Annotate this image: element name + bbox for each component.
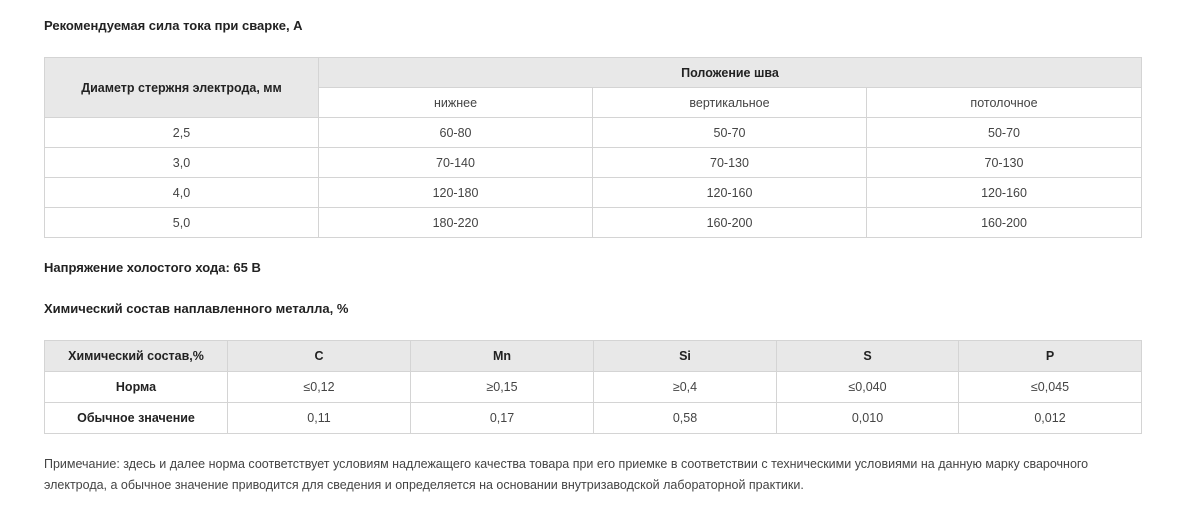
- diameter-cell: 5,0: [45, 208, 319, 238]
- position-vertical: вертикальное: [593, 88, 867, 118]
- current-cell: 70-130: [867, 148, 1142, 178]
- current-cell: 50-70: [593, 118, 867, 148]
- current-cell: 120-160: [593, 178, 867, 208]
- row-label-norm: Норма: [45, 372, 228, 403]
- diameter-cell: 2,5: [45, 118, 319, 148]
- table-row: [45, 148, 1142, 178]
- element-header-p: P: [959, 341, 1142, 372]
- diameter-cell: 4,0: [45, 178, 319, 208]
- position-bottom: нижнее: [319, 88, 593, 118]
- table-row: [45, 208, 1142, 238]
- current-cell: 120-160: [867, 178, 1142, 208]
- current-cell: 160-200: [593, 208, 867, 238]
- table-row: [45, 372, 1142, 403]
- current-cell: 180-220: [319, 208, 593, 238]
- value-cell: ≤0,045: [959, 372, 1142, 403]
- chem-section-title: Химический состав наплавленного металла, %: [44, 301, 349, 316]
- current-section-title: Рекомендуемая сила тока при сварке, А: [44, 18, 303, 33]
- row-label-typical: Обычное значение: [45, 403, 228, 434]
- current-cell: 50-70: [867, 118, 1142, 148]
- current-cell: 160-200: [867, 208, 1142, 238]
- note-text: Примечание: здесь и далее норма соответствует условиям надлежащего качества товара при его приемке в соответствии с техническими условиями на данную марку сварочного электрода, а обычное значение приводится для сведения и определяется на основании внутризаводской лабораторной практики.: [44, 457, 1089, 492]
- voltage-text: Напряжение холостого хода: 65 В: [44, 260, 261, 275]
- value-cell: 0,010: [777, 403, 959, 434]
- table-header-row: [45, 58, 1142, 88]
- value-cell: 0,58: [594, 403, 777, 434]
- composition-header: Химический состав,%: [45, 341, 228, 372]
- element-header-si: Si: [594, 341, 777, 372]
- value-cell: 0,012: [959, 403, 1142, 434]
- table-row: [45, 403, 1142, 434]
- diameter-cell: 3,0: [45, 148, 319, 178]
- current-cell: 70-140: [319, 148, 593, 178]
- current-cell: 120-180: [319, 178, 593, 208]
- current-cell: 70-130: [593, 148, 867, 178]
- welding-current-table: [44, 57, 1142, 238]
- current-cell: 60-80: [319, 118, 593, 148]
- chemical-composition-table: [44, 340, 1142, 434]
- table-row: [45, 178, 1142, 208]
- element-header-s: S: [777, 341, 959, 372]
- position-overhead: потолочное: [867, 88, 1142, 118]
- value-cell: 0,17: [411, 403, 594, 434]
- value-cell: ≤0,040: [777, 372, 959, 403]
- diameter-header: Диаметр стержня электрода, мм: [45, 58, 319, 118]
- value-cell: ≥0,15: [411, 372, 594, 403]
- value-cell: 0,11: [228, 403, 411, 434]
- position-header: Положение шва: [319, 58, 1142, 88]
- value-cell: ≤0,12: [228, 372, 411, 403]
- table-header-row: [45, 341, 1142, 372]
- element-header-mn: Mn: [411, 341, 594, 372]
- value-cell: ≥0,4: [594, 372, 777, 403]
- table-row: [45, 118, 1142, 148]
- element-header-c: C: [228, 341, 411, 372]
